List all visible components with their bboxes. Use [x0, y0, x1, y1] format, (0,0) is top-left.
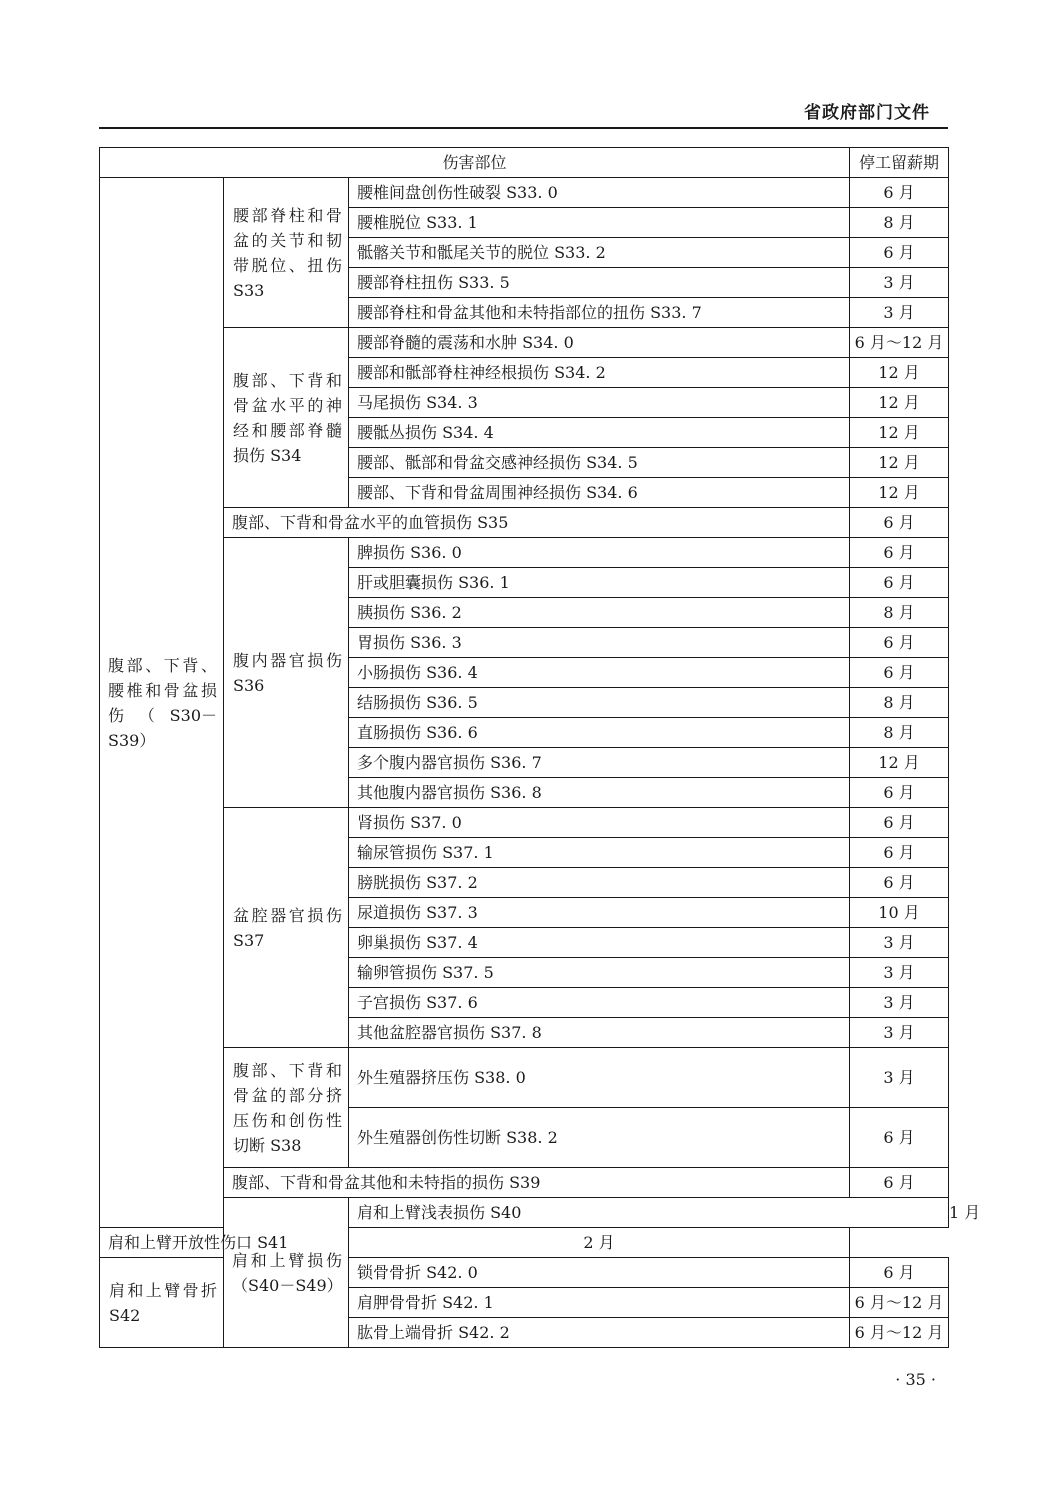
table-row: [100, 178, 949, 208]
duration-cell: 8 月: [850, 718, 949, 748]
duration-cell: 6 月: [850, 1258, 949, 1288]
duration-cell: 3 月: [850, 958, 949, 988]
header-leave-duration: 停工留薪期: [850, 148, 949, 178]
duration-cell: 6 月～12 月: [850, 1318, 949, 1348]
duration-cell: 3 月: [850, 1048, 949, 1108]
duration-cell: 6 月: [850, 238, 949, 268]
duration-cell: 12 月: [850, 478, 949, 508]
header-divider: [99, 127, 948, 129]
injury-item: 多个腹内器官损伤 S36. 7: [349, 748, 850, 778]
group-s33: 腰部脊柱和骨盆的关节和韧带脱位、扭伤 S33: [224, 178, 349, 328]
category-abdomen: 腹部、下背、腰椎和骨盆损伤（S30－S39）: [100, 178, 224, 1228]
injury-item: 肱骨上端骨折 S42. 2: [349, 1318, 850, 1348]
injury-item: 直肠损伤 S36. 6: [349, 718, 850, 748]
injury-item: 腰椎间盘创伤性破裂 S33. 0: [349, 178, 850, 208]
injury-item: 脾损伤 S36. 0: [349, 538, 850, 568]
duration-cell: 6 月: [850, 538, 949, 568]
injury-item: 小肠损伤 S36. 4: [349, 658, 850, 688]
injury-item: 腰部、骶部和骨盆交感神经损伤 S34. 5: [349, 448, 850, 478]
injury-item: 输卵管损伤 S37. 5: [349, 958, 850, 988]
duration-cell: 6 月: [850, 1168, 949, 1198]
injury-item-s35: 腹部、下背和骨盆水平的血管损伤 S35: [224, 508, 850, 538]
duration-cell: 6 月: [850, 508, 949, 538]
duration-cell: 3 月: [850, 988, 949, 1018]
duration-cell: 10 月: [850, 898, 949, 928]
table-row: [100, 1228, 949, 1258]
injury-item: 肝或胆囊损伤 S36. 1: [349, 568, 850, 598]
table-row: [100, 508, 949, 538]
duration-cell: 12 月: [850, 418, 949, 448]
duration-cell: 6 月: [850, 658, 949, 688]
duration-cell: 3 月: [850, 268, 949, 298]
group-s38: 腹部、下背和骨盆的部分挤压伤和创伤性切断 S38: [224, 1048, 349, 1168]
injury-item: 腰部脊柱和骨盆其他和未特指部位的扭伤 S33. 7: [349, 298, 850, 328]
table-row: 肩和上臂损伤（S40－S49） 肩和上臂浅表损伤 S40 1 月: [100, 1198, 949, 1228]
injury-item: 胰损伤 S36. 2: [349, 598, 850, 628]
duration-cell: 3 月: [850, 928, 949, 958]
duration-cell: 12 月: [850, 358, 949, 388]
injury-item: 肾损伤 S37. 0: [349, 808, 850, 838]
injury-item: 锁骨骨折 S42. 0: [349, 1258, 850, 1288]
injury-item: 其他腹内器官损伤 S36. 8: [349, 778, 850, 808]
group-s34: 腹部、下背和骨盆水平的神经和腰部脊髓损伤 S34: [224, 328, 349, 508]
table-header-row: [100, 148, 949, 178]
injury-duration-table: [99, 147, 981, 1348]
document-header-title: 省政府部门文件: [804, 103, 930, 123]
duration-cell: 6 月: [850, 838, 949, 868]
injury-item: 子宫损伤 S37. 6: [349, 988, 850, 1018]
injury-item: 肩胛骨骨折 S42. 1: [349, 1288, 850, 1318]
group-s36: 腹内器官损伤 S36: [224, 538, 349, 808]
injury-item: 腰骶丛损伤 S34. 4: [349, 418, 850, 448]
injury-item-s39: 腹部、下背和骨盆其他和未特指的损伤 S39: [224, 1168, 850, 1198]
injury-item: 胃损伤 S36. 3: [349, 628, 850, 658]
table-row: [100, 808, 949, 838]
injury-item: 骶髂关节和骶尾关节的脱位 S33. 2: [349, 238, 850, 268]
injury-item: 结肠损伤 S36. 5: [349, 688, 850, 718]
injury-item: 马尾损伤 S34. 3: [349, 388, 850, 418]
injury-item: 外生殖器挤压伤 S38. 0: [349, 1048, 850, 1108]
duration-cell: 8 月: [850, 598, 949, 628]
duration-cell: 12 月: [850, 748, 949, 778]
injury-item: 输尿管损伤 S37. 1: [349, 838, 850, 868]
injury-item: 腰部脊髓的震荡和水肿 S34. 0: [349, 328, 850, 358]
duration-cell: 6 月～12 月: [850, 1288, 949, 1318]
page-number: · 35 ·: [895, 1370, 936, 1389]
injury-item: 腰部、下背和骨盆周围神经损伤 S34. 6: [349, 478, 850, 508]
duration-cell: 6 月: [850, 778, 949, 808]
injury-item: 腰部和骶部脊柱神经根损伤 S34. 2: [349, 358, 850, 388]
group-s37: 盆腔器官损伤 S37: [224, 808, 349, 1048]
injury-item-s41: 肩和上臂开放性伤口 S41: [100, 1228, 349, 1258]
duration-cell: 6 月: [850, 808, 949, 838]
table-row: [100, 1168, 949, 1198]
duration-cell: 6 月: [850, 868, 949, 898]
header-injury-site: 伤害部位: [100, 148, 850, 178]
injury-item: 外生殖器创伤性切断 S38. 2: [349, 1108, 850, 1168]
category-shoulder: 肩和上臂损伤（S40－S49）: [224, 1198, 349, 1348]
injury-item: 卵巢损伤 S37. 4: [349, 928, 850, 958]
duration-cell: 3 月: [850, 1018, 949, 1048]
duration-cell: 6 月: [850, 568, 949, 598]
duration-cell: 3 月: [850, 298, 949, 328]
injury-item: 腰椎脱位 S33. 1: [349, 208, 850, 238]
injury-item: 腰部脊柱扭伤 S33. 5: [349, 268, 850, 298]
duration-cell: 2 月: [349, 1228, 850, 1258]
duration-cell: 8 月: [850, 688, 949, 718]
injury-item: 膀胱损伤 S37. 2: [349, 868, 850, 898]
duration-cell: 6 月: [850, 1108, 949, 1168]
injury-item: 尿道损伤 S37. 3: [349, 898, 850, 928]
group-s42: 肩和上臂骨折 S42: [100, 1258, 224, 1348]
duration-cell: 6 月～12 月: [850, 328, 949, 358]
injury-item-s40: 肩和上臂浅表损伤 S40: [349, 1198, 949, 1228]
duration-cell: 12 月: [850, 448, 949, 478]
duration-cell: 6 月: [850, 628, 949, 658]
duration-cell: 12 月: [850, 388, 949, 418]
table-row: [100, 328, 949, 358]
duration-cell: 8 月: [850, 208, 949, 238]
table-row: [100, 1048, 949, 1108]
duration-cell: 6 月: [850, 178, 949, 208]
injury-item: 其他盆腔器官损伤 S37. 8: [349, 1018, 850, 1048]
table-row: [100, 538, 949, 568]
